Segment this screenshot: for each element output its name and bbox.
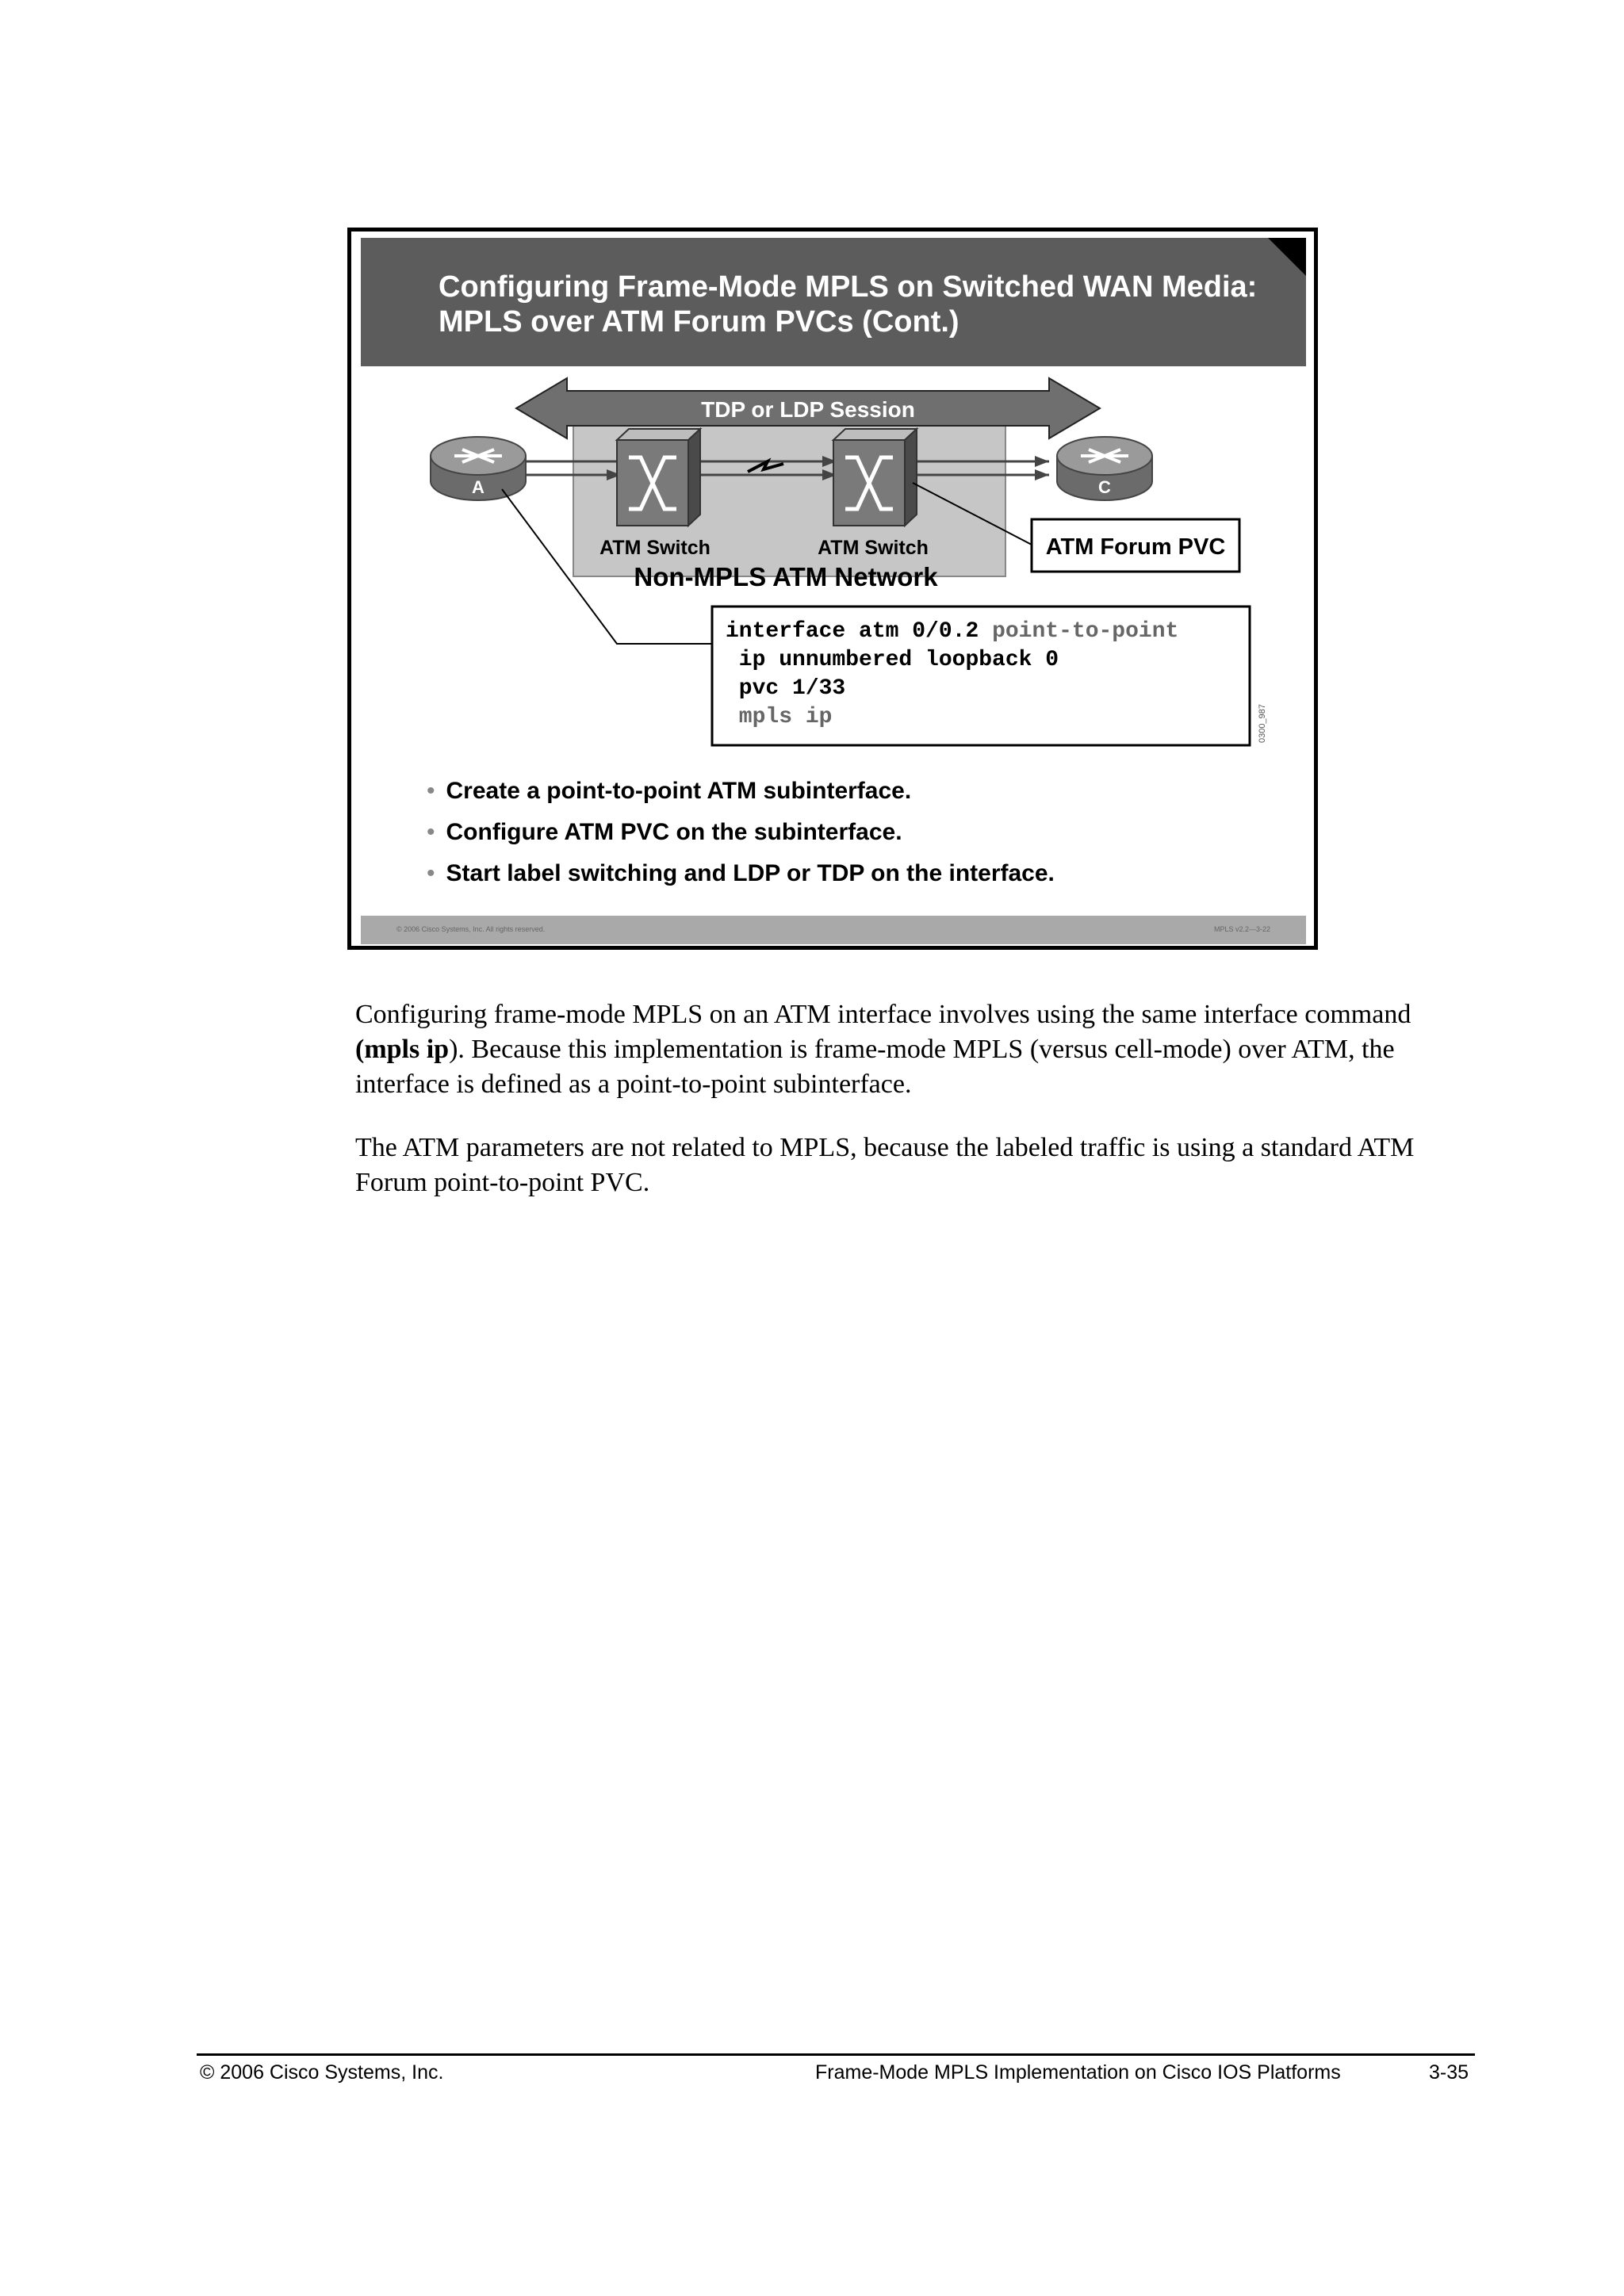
slide-title-line-2: MPLS over ATM Forum PVCs (Cont.) (439, 305, 959, 339)
slide-bullet-text: Configure ATM PVC on the subinterface. (446, 819, 902, 845)
body-paragraph-1 (355, 997, 1473, 1102)
slide-footer-bar (361, 916, 1306, 944)
code-line-1-command: interface atm 0/0.2 (726, 619, 979, 644)
slide-footer-version: MPLS v2.2—3-22 (1213, 925, 1270, 933)
slide-bullet-item (427, 771, 1055, 812)
atm-switch-1-icon (617, 429, 700, 526)
body-paragraph-2: The ATM parameters are not related to MPLS, because the labeled traffic is using a standard ATM Forum point-to-point PVC. (355, 1133, 1415, 1197)
slide-title (439, 270, 1257, 339)
slide-bullet-list (427, 771, 1055, 894)
router-a-label: A (472, 477, 485, 497)
para1-command-bold: (mpls ip (355, 1035, 450, 1064)
para1-text-end: ). Because this implementation is frame-mode MPLS (versus cell-mode) over ATM, the interface is defined as a point-to-point subinterface. (355, 1035, 1395, 1099)
atm-switch-2-label: ATM Switch (818, 537, 929, 559)
atm-switch-1-label: ATM Switch (599, 537, 710, 559)
atm-switch-2-icon (833, 429, 917, 526)
slide (347, 228, 1318, 950)
page-footer-copyright: © 2006 Cisco Systems, Inc. (200, 2061, 444, 2084)
code-line-1-option: point-to-point (979, 619, 1179, 644)
slide-bullet-item (427, 853, 1055, 894)
para1-text-start: Configuring frame-mode MPLS on an ATM interface involves using the same interface command (355, 1000, 1411, 1029)
slide-title-line-1: Configuring Frame-Mode MPLS on Switched WAN Media: (439, 270, 1258, 304)
bullet-dot-icon: • (427, 860, 435, 886)
code-line-2: ip unnumbered loopback 0 (726, 648, 1059, 672)
network-label: Non-MPLS ATM Network (634, 562, 938, 591)
slide-corner-decoration (1268, 238, 1306, 276)
code-line-1 (726, 619, 1178, 644)
slide-footer-copyright: © 2006 Cisco Systems, Inc. All rights reserved. (396, 925, 546, 933)
body-text (355, 997, 1473, 1229)
network-diagram (351, 370, 1314, 767)
figure-id: 0300_987 (1258, 704, 1267, 743)
router-c-label: C (1098, 477, 1111, 497)
session-label: TDP or LDP Session (701, 397, 915, 422)
bullet-dot-icon: • (427, 819, 435, 845)
code-line-4: mpls ip (726, 705, 833, 729)
slide-bullet-text: Create a point-to-point ATM subinterface. (446, 778, 912, 804)
slide-title-bar (361, 238, 1306, 366)
page-footer-chapter-title: Frame-Mode MPLS Implementation on Cisco IOS Platforms (815, 2061, 1341, 2084)
code-line-3: pvc 1/33 (726, 676, 846, 701)
page-number: 3-35 (1429, 2061, 1469, 2084)
slide-bullet-text: Start label switching and LDP or TDP on the interface. (446, 860, 1055, 886)
slide-bullet-item (427, 812, 1055, 853)
page-footer-rule (197, 2053, 1475, 2056)
bullet-dot-icon: • (427, 778, 435, 804)
pvc-callout-label: ATM Forum PVC (1045, 534, 1226, 560)
